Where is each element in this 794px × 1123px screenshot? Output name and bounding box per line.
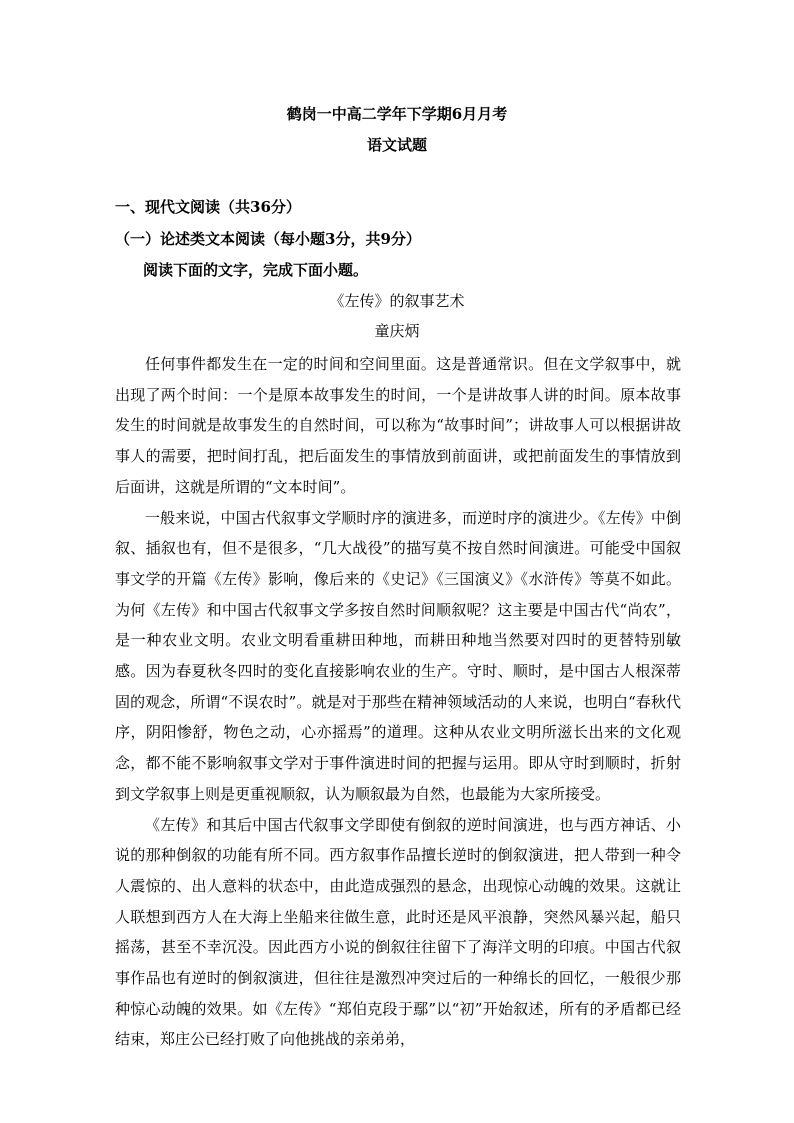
article-paragraph: 任何事件都发生在一定的时间和空间里面。这是普通常识。但在文学叙事中，就出现了两个时间：一个是原本故事发生的时间，一个是讲故事人讲的时间。原本故事发生的时间就是故事发生的自然时间，可以称为“故事时间”；讲故事人可以根据讲故事人的需要，把时间打乱，把后面发生的事情放到前面讲，或把前面发生的事情放到后面讲，这就是所谓的“文本时间”。 xyxy=(115,355,681,496)
article-author: 童庆炳 xyxy=(374,322,420,340)
subsection-heading: （一）论述类文本阅读（每小题3分，共9分） xyxy=(115,230,421,248)
reading-instruction: 阅读下面的文字，完成下面小题。 xyxy=(143,261,369,279)
article-paragraph: 一般来说，中国古代叙事文学顺时序的演进多，而逆时序的演进少。《左传》中倒叙、插叙也有，但不是很多，“几大战役”的描写莫不按自然时间演进。可能受中国叙事文学的开篇《左传》影响，像后来的《史记》《三国演义》《水浒传》等莫不如此。为何《左传》和中国古代叙事文学多按自然时间顺叙呢？这主要是中国古代“尚农”，是一种农业文明。农业文明看重耕田种地，而耕田种地当然要对四时的更替特别敏感。因为春夏秋冬四时的变化直接影响农业的生产。守时、顺时，是中国古人根深蒂固的观念，所谓“不误农时”。就是对于那些在精神领域活动的人来说，也明白“春秋代序，阴阳惨舒，物色之动，心亦摇焉”的道理。这种从农业文明所滋长出来的文化观念，都不能不影响叙事文学对于事件演进时间的把握与运用。即从守时到顺时，折射到文学叙事上则是更重视顺叙，认为顺叙最为自然，也最能为大家所接受。 xyxy=(115,508,681,803)
article-body xyxy=(115,349,681,1055)
school-title: 鹤岗一中高二学年下学期6月月考 xyxy=(286,105,508,123)
article-paragraph: 《左传》和其后中国古代叙事文学即使有倒叙的逆时间演进，也与西方神话、小说的那种倒叙的功能有所不同。西方叙事作品擅长逆时的倒叙演进，把人带到一种令人震惊的、出人意料的状态中，由此造成强烈的悬念，出现惊心动魄的效果。这就让人联想到西方人在大海上坐船来往做生意，此时还是风平浪静，突然风暴兴起，船只摇荡，甚至不幸沉没。因此西方小说的倒叙往往留下了海洋文明的印痕。中国古代叙事作品也有逆时的倒叙演进，但往往是激烈冲突过后的一种绵长的回忆，一般很少那种惊心动魄的效果。如《左传》“郑伯克段于鄢”以“初”开始叙述，所有的矛盾都已经结束，郑庄公已经打败了向他挑战的亲弟弟， xyxy=(115,815,681,1049)
section-heading: 一、现代文阅读（共36分） xyxy=(115,198,301,216)
article-title: 《左传》的叙事艺术 xyxy=(329,292,465,310)
subject-title: 语文试题 xyxy=(366,136,427,154)
